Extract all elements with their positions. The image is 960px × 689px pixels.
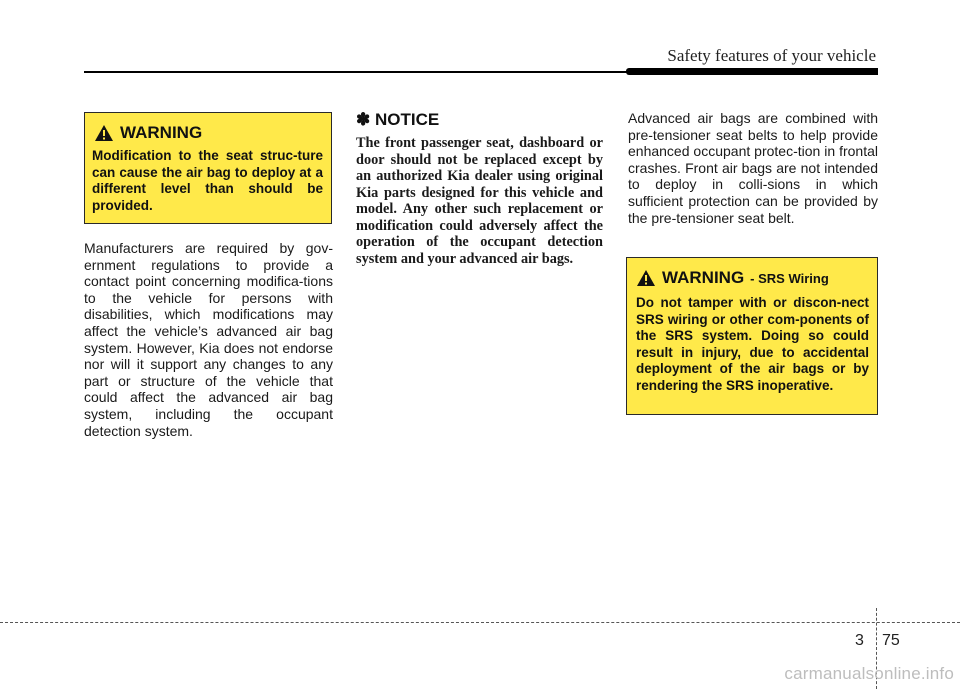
watermark: carmanualsonline.info <box>784 664 954 683</box>
warning-body: Do not tamper with or discon-nect SRS wiring or other com-ponents of the SRS system. Doing so could result in injury, due to accidental deployment of the air bags or by rendering the SRS inoperative. <box>636 295 869 393</box>
paragraph-manufacturers: Manufacturers are required by gov-ernment regulations to provide a contact point concerning modifica-tions to the vehicle for persons with disabilities, which modifications may affect the vehicle’s advanced air bag system. However, Kia does not endorse nor will it support any changes to any part or structure of the vehicle that could affect the advanced air bag system, including the occupant detection system. <box>84 240 333 439</box>
page-header-title: Safety features of your vehicle <box>667 46 876 65</box>
page-chapter-number: 3 <box>855 632 864 649</box>
warning-box-seat-modification <box>84 112 332 224</box>
warning-heading <box>636 268 869 288</box>
warning-title: WARNING <box>662 268 745 287</box>
warning-heading <box>94 123 323 143</box>
notice-title: ✽ NOTICE <box>356 110 440 129</box>
notice-body: The front passenger seat, dashboard or door should not be replaced except by an authorized Kia dealer using original Kia parts designed for this vehicle and model. Any other such replacement or modification could adversely affect the operation of the occupant detection system and your advanced air bags. <box>356 135 603 267</box>
header-rule <box>84 71 630 73</box>
warning-box-srs-wiring <box>626 257 878 415</box>
warning-subtitle: - SRS Wiring <box>750 270 829 286</box>
warning-triangle-icon <box>94 124 114 142</box>
warning-title: WARNING <box>120 123 203 142</box>
footer-divider <box>0 622 960 623</box>
warning-body: Modification to the seat struc-ture can cause the air bag to deploy at a different level than should be provided. <box>92 148 323 213</box>
page-number: 75 <box>882 632 900 649</box>
header-rule-accent <box>626 68 878 75</box>
paragraph-advanced-air-bags: Advanced air bags are combined with pre-tensioner seat belts to help provide enhanced occupant protec-tion in frontal crashes. Front air bags are not intended to deploy in colli-sions in which sufficient protection can be provided by the pre-tensioner seat belt. <box>628 110 878 226</box>
warning-triangle-icon <box>636 269 656 287</box>
